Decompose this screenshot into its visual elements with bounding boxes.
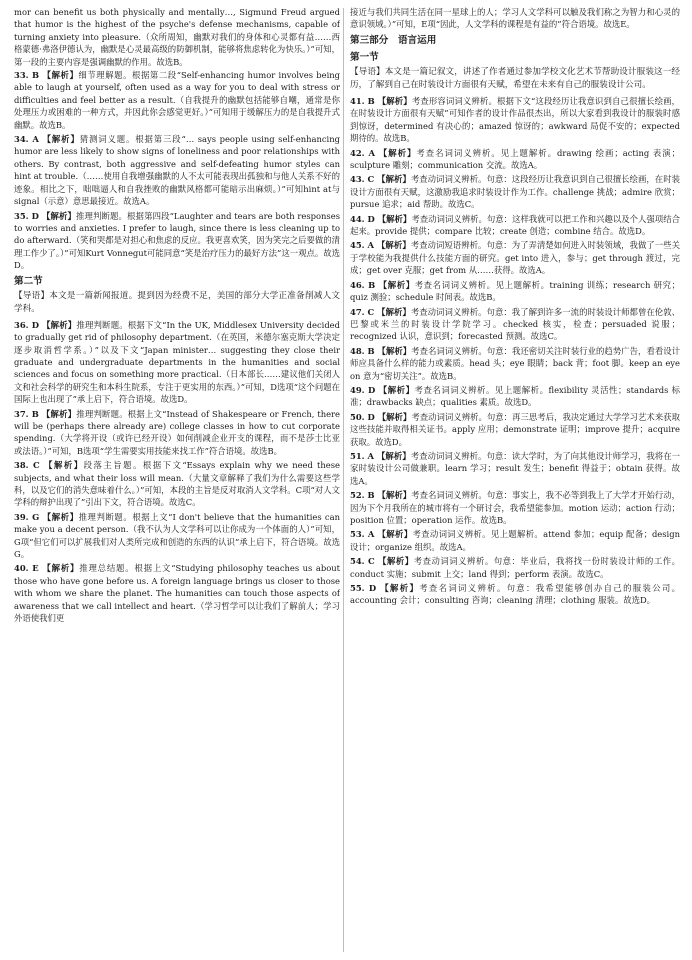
analysis-tag: 【解析】 bbox=[378, 147, 417, 158]
answer-item bbox=[14, 511, 340, 561]
analysis-text: 猜测词义题。根据第三段“… says people using self-enhancing humor are less likely to show signs of loneliness and poor relationships with others. By contrast, both aggressive and self-defeating humor styles can hint at trouble.（……使用自我增强幽默的人不太可能表现出孤独和与他人关系不好的迹象。相比之下，咄咄逼人和自我挫败的幽默风格都可能暗示出麻烦。）”可知hint at与signal（示意）意思最接近。故选A。 bbox=[14, 134, 340, 207]
analysis-text: 推理判断题。根据上文“I don't believe that the humanities can make you a decent person.（我不认为人文学科可以让你成为一个体面的人）”可知，G项“但它们可以扩展我们对人类所完成和创造的东西的认识”承上启下，符合语境。故选G。 bbox=[14, 511, 340, 560]
analysis-text: 考查动词词义辨析。句意：这样我就可以把工作和兴趣以及个人强项结合起来。provide 提供；compare 比较；create 创造；combine 结合。故选D。 bbox=[350, 213, 680, 237]
left-items-part1 bbox=[14, 69, 340, 272]
column-divider bbox=[343, 8, 344, 952]
section1-heading: 第一节 bbox=[350, 51, 379, 63]
answer-item bbox=[350, 306, 680, 343]
analysis-text: 考查名词词义辨析。见上题解析。drawing 绘画；acting 表演；sculpture 雕刻；communication 交流。故选A。 bbox=[350, 147, 680, 171]
answer-number: 45. A bbox=[350, 240, 377, 251]
analysis-text: 考查动词词义辨析。句意：我了解到许多一流的时装设计师都曾在伦敦、巴黎或米兰的时装设计学院学习。checked 核实，检查；persuaded 说服；recognized 认识，意识到；forecasted 预测。故选C。 bbox=[350, 306, 680, 342]
analysis-text: 推理判断题。根据第四段“Laughter and tears are both responses to worries and anxieties. I prefer to laugh, since there is less cleaning up to do afterward.（笑和哭都是对担心和焦虑的反应。我更喜欢笑，因为笑完之后要做的清理工作少了。）”可知Kurt Vonnegut可能同意“笑是治疗压力的最好方法”这一观点。故选D。 bbox=[14, 210, 340, 271]
answer-item bbox=[350, 279, 680, 304]
analysis-text: 考查名词词义辨析。句意：事实上，我不必等到我上了大学才开始行动，因为下个月我所在的城市将有一个研讨会，我希望能参加。motion 运动；action 行动；position 位置；operation 运作。故选B。 bbox=[350, 490, 680, 525]
answer-number: 33. B bbox=[14, 70, 43, 81]
analysis-tag: 【解析】 bbox=[378, 556, 414, 567]
analysis-tag: 【解析】 bbox=[42, 70, 79, 81]
analysis-text: 段落主旨题。根据下文“Essays explain why we need these subjects, and what their loss will mean.（大量文章解释了我们为什么需要这些学科，以及它们的消失意味着什么。）”可知，本段的主旨是反对取消人文学科。C项“对人文学科的辩护出现了”引出下文，符合语境。故选C。 bbox=[14, 460, 340, 508]
right-items bbox=[350, 95, 680, 607]
analysis-tag: 【解析】 bbox=[377, 529, 413, 540]
answer-item bbox=[350, 239, 680, 276]
answer-item bbox=[14, 459, 340, 509]
analysis-text: 考查动词词义辨析。见上题解析。attend 参加；equip 配备；design 设计；organize 组织。故选A。 bbox=[350, 529, 680, 552]
left-column bbox=[14, 6, 340, 954]
left-items-part2 bbox=[14, 319, 340, 625]
analysis-text: 考查动词词义辨析。句意：再三思考后，我决定通过大学学习艺术来获取这些技能并取得相关证书。apply 应用；demonstrate 证明；improve 提升；acquire 获取。故选D。 bbox=[350, 411, 680, 447]
answer-item bbox=[350, 384, 680, 409]
answer-item bbox=[350, 489, 680, 526]
answer-number: 34. A bbox=[14, 134, 43, 145]
answer-number: 53. A bbox=[350, 529, 378, 540]
analysis-text: 考查动词短语辨析。句意：为了弄清楚如何进入时装领域，我做了一些关于学校能为我提供什么技能方面的研究。get into 进入，参与；get through 渡过，完成；get over 克服；get from 从……获得。故选A。 bbox=[350, 240, 680, 276]
analysis-text: 推理总结题。根据上文“Studying philosophy teaches us about those who have gone before us. A foreign language brings us closer to those with whom we share the planet. The humanities can touch those aspects of awareness that we call intellect and heart.（学习哲学可以让我们了解前人；学习外语使我们更 bbox=[14, 563, 340, 624]
answer-number: 38. C bbox=[14, 460, 45, 471]
answer-number: 39. G bbox=[14, 511, 43, 522]
analysis-text: 考查动词词义辨析。句意：读大学时，为了向其他设计师学习，我将在一家时装设计公司做兼职。learn 学习；result 发生；benefit 得益于；obtain 获得。故选A。 bbox=[350, 450, 680, 486]
analysis-tag: 【解析】 bbox=[377, 411, 412, 422]
part3-heading: 第三部分 语言运用 bbox=[350, 34, 437, 46]
analysis-tag: 【解析】 bbox=[377, 345, 412, 356]
answer-number: 54. C bbox=[350, 556, 379, 567]
answer-number: 44. D bbox=[350, 213, 378, 224]
analysis-tag: 【解析】 bbox=[377, 450, 411, 461]
answer-number: 47. C bbox=[350, 306, 378, 317]
analysis-text: 推理判断题。根据下文“In the UK, Middlesex University decided to gradually get rid of philosophy department.（在英国，米德尔塞克斯大学决定逐步取消哲学系。）”以及下文“Japan minister… suggesting they close their graduate and undergraduate departments in the humanities and social sciences and focus on something more practical.（日本部长……建议他们关闭人文和社会科学的研究生和本科生院系，专注于更实用的东西。）”可知，D选项“这个问题在国际上也出现了”承上启下，符合语境。故选D。 bbox=[14, 319, 340, 405]
answer-item bbox=[14, 133, 340, 207]
answer-item bbox=[350, 147, 680, 172]
answer-item bbox=[14, 69, 340, 131]
analysis-tag: 【解析】 bbox=[377, 306, 411, 317]
answer-item bbox=[350, 582, 680, 607]
analysis-text: 考查名词词义辨析。见上题解析。flexibility 灵活性；standards 标准；drawbacks 缺点；qualities 素质。故选D。 bbox=[350, 384, 680, 408]
answer-number: 46. B bbox=[350, 279, 379, 290]
analysis-tag: 【解析】 bbox=[42, 563, 80, 574]
section2-guide: 【导语】本文是一篇新闻报道。提到因为经费不足，美国的部分大学正准备削减人文学科。 bbox=[14, 290, 340, 315]
analysis-tag: 【解析】 bbox=[378, 384, 415, 395]
answer-number: 43. C bbox=[350, 174, 378, 185]
right-column bbox=[350, 6, 680, 954]
answer-number: 40. E bbox=[14, 563, 43, 574]
analysis-tag: 【解析】 bbox=[377, 96, 412, 106]
answer-number: 35. D bbox=[14, 210, 42, 221]
answer-item bbox=[350, 528, 680, 553]
answer-item bbox=[350, 173, 680, 210]
answer-number: 42. A bbox=[350, 147, 379, 158]
answer-item bbox=[350, 95, 680, 145]
analysis-tag: 【解析】 bbox=[42, 511, 79, 522]
answer-number: 55. D bbox=[350, 583, 381, 594]
answer-item bbox=[350, 411, 680, 448]
answer-number: 51. A bbox=[350, 450, 377, 461]
section1-guide: 【导语】本文是一篇记叙文，讲述了作者通过参加学校文化艺术节帮助设计服装这一经历，了解到自己在时装设计方面很有天赋，希望在未来有自己的服装设计公司。 bbox=[350, 66, 680, 91]
answer-item bbox=[350, 345, 680, 382]
answer-item bbox=[14, 319, 340, 406]
answer-number: 50. D bbox=[350, 411, 378, 422]
analysis-text: 细节理解题。根据第二段“Self-enhancing humor involves being able to laugh at yourself, often used as a way for you to deal with stress or difficulties and feel better as a result.（自我提升的幽默包括能够自嘲，通常是你处理压力或困难的一种方式，并因此你会感觉更好。）”可知用于缓解压力的是自我提升式幽默。故选B。 bbox=[14, 70, 340, 130]
answer-number: 48. B bbox=[350, 345, 378, 356]
answer-item bbox=[14, 210, 340, 272]
analysis-text: 考查名词词义辨析。句意：我希望能够创办自己的服装公司。accounting 会计；consulting 咨询；cleaning 清理；clothing 服装。故选D。 bbox=[350, 583, 680, 606]
answer-number: 36. D bbox=[14, 319, 43, 330]
analysis-tag: 【解析】 bbox=[377, 490, 412, 501]
answer-item bbox=[14, 562, 340, 624]
analysis-text: 推理判断题。根据上文“Instead of Shakespeare or French, there will be (perhaps there already are) college classes in how to cut corporate spending.（大学将开设（或许已经开设）如何削减企业开支的课程，而不是莎士比亚或法语。）”可知，B选项“学生需要实用技能来找工作”符合语境。故选B。 bbox=[14, 408, 340, 456]
intro-paragraph: mor can benefit us both physically and mentally…, Sigmund Freud argued that humor is the highest of the psyche's defense mechanisms, capable of turning anxiety into pleasure.（众所周知，幽默对我们的身体和心灵都有益……西格蒙德·弗洛伊德认为，幽默是心灵最高级的防御机制，能够将焦虑转化为快乐。）”可知，第一段的主要内容是强调幽默的作用。故选B。 bbox=[14, 7, 340, 67]
analysis-tag: 【解析】 bbox=[44, 460, 84, 471]
analysis-tag: 【解析】 bbox=[42, 134, 80, 145]
answer-number: 37. B bbox=[14, 408, 42, 419]
answer-number: 52. B bbox=[350, 490, 378, 501]
answer-item bbox=[14, 408, 340, 458]
answer-item bbox=[350, 450, 680, 487]
analysis-tag: 【解析】 bbox=[41, 408, 77, 419]
analysis-text: 考查名词词义辨析。见上题解析。training 训练；research 研究；quiz 测验；schedule 时间表。故选B。 bbox=[350, 279, 680, 303]
analysis-text: 考查形容词词义辨析。根据下文“这段经历让我意识到自己很擅长绘画，在时装设计方面很有天赋”可知作者的设计作品很杰出，所以大家看到我设计的服装时感到惊讶，determined 有决心的；amazed 惊讶的；awkward 局促不安的；expected 期待的。故选B。 bbox=[350, 96, 680, 144]
continuation-paragraph: 接近与我们共同生活在同一星球上的人；学习人文学科可以触及我们称之为智力和心灵的意识领域。）”可知，E项“因此，人文学科的课程是有益的”符合语境。故选E。 bbox=[350, 7, 680, 30]
analysis-tag: 【解析】 bbox=[380, 583, 420, 594]
section2-heading: 第二节 bbox=[14, 275, 43, 287]
analysis-tag: 【解析】 bbox=[377, 174, 411, 185]
analysis-tag: 【解析】 bbox=[378, 279, 415, 290]
analysis-tag: 【解析】 bbox=[41, 210, 76, 221]
answer-item bbox=[350, 555, 680, 580]
analysis-text: 考查动词词义辨析。句意：这段经历让我意识到自己很擅长绘画，在时装设计方面很有天赋，这激励我追求时装设计作为工作。challenge 挑战；admire 欣赏；pursue 追求；aid 帮助。故选C。 bbox=[350, 174, 680, 210]
answer-number: 41. B bbox=[350, 96, 378, 106]
answer-item bbox=[350, 213, 680, 238]
answer-number: 49. D bbox=[350, 384, 379, 395]
analysis-tag: 【解析】 bbox=[377, 213, 412, 224]
analysis-tag: 【解析】 bbox=[377, 240, 411, 251]
analysis-text: 考查名词词义辨析。句意：我还密切关注时装行业的趋势广告，看看设计师应具备什么样的能力或素质。head 头；eye 眼睛；back 背；foot 脚。keep an eye on 意为“密切关注”。故选B。 bbox=[350, 345, 680, 381]
analysis-tag: 【解析】 bbox=[42, 319, 77, 330]
analysis-text: 考查动词词义辨析。句意：毕业后，我将找一份时装设计师的工作。conduct 实施；submit 上交；land 得到；perform 表演。故选C。 bbox=[350, 556, 680, 579]
